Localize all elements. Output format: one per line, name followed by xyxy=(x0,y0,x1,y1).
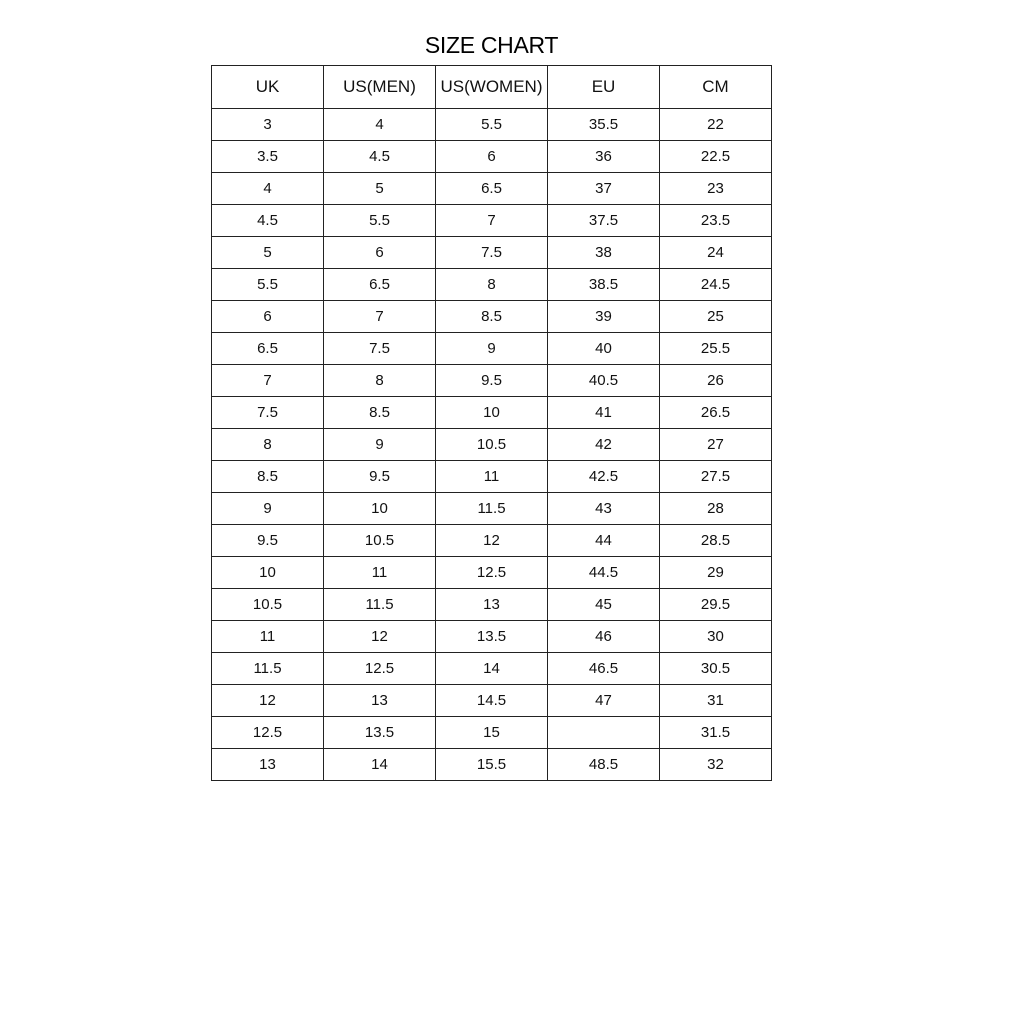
table-cell-us-men: 9.5 xyxy=(324,461,436,493)
table-row xyxy=(212,589,772,621)
table-cell-us-women: 11.5 xyxy=(436,493,548,525)
table-cell-cm: 31 xyxy=(660,685,772,717)
table-row xyxy=(212,269,772,301)
table-cell-cm: 26.5 xyxy=(660,397,772,429)
table-row xyxy=(212,237,772,269)
table-body xyxy=(212,109,772,781)
table-cell-us-women: 12 xyxy=(436,525,548,557)
table-cell-uk: 13 xyxy=(212,749,324,781)
table-cell-cm: 24.5 xyxy=(660,269,772,301)
table-cell-us-men: 4 xyxy=(324,109,436,141)
table-cell-cm: 32 xyxy=(660,749,772,781)
table-cell-eu: 40.5 xyxy=(548,365,660,397)
table-cell-us-women: 8.5 xyxy=(436,301,548,333)
column-header-cm: CM xyxy=(660,66,772,109)
table-row xyxy=(212,461,772,493)
table-row xyxy=(212,493,772,525)
table-cell-eu: 47 xyxy=(548,685,660,717)
table-row xyxy=(212,301,772,333)
table-cell-us-women: 6.5 xyxy=(436,173,548,205)
table-cell-us-women: 8 xyxy=(436,269,548,301)
table-cell-eu: 44.5 xyxy=(548,557,660,589)
table-cell-us-women: 9.5 xyxy=(436,365,548,397)
table-row xyxy=(212,397,772,429)
table-cell-eu: 35.5 xyxy=(548,109,660,141)
table-cell-us-women: 13 xyxy=(436,589,548,621)
table-row xyxy=(212,109,772,141)
table-row xyxy=(212,557,772,589)
table-cell-cm: 23.5 xyxy=(660,205,772,237)
table-cell-uk: 10 xyxy=(212,557,324,589)
table-cell-us-men: 8 xyxy=(324,365,436,397)
table-cell-cm: 29.5 xyxy=(660,589,772,621)
table-cell-uk: 4 xyxy=(212,173,324,205)
table-cell-eu: 38.5 xyxy=(548,269,660,301)
table-cell-uk: 3 xyxy=(212,109,324,141)
table-cell-us-women: 9 xyxy=(436,333,548,365)
table-cell-eu: 43 xyxy=(548,493,660,525)
table-cell-us-women: 10.5 xyxy=(436,429,548,461)
table-row xyxy=(212,333,772,365)
table-cell-uk: 10.5 xyxy=(212,589,324,621)
table-cell-us-women: 7 xyxy=(436,205,548,237)
table-cell-eu: 36 xyxy=(548,141,660,173)
table-cell-cm: 28.5 xyxy=(660,525,772,557)
table-cell-uk: 4.5 xyxy=(212,205,324,237)
table-cell-uk: 7 xyxy=(212,365,324,397)
table-row xyxy=(212,685,772,717)
table-cell-cm: 23 xyxy=(660,173,772,205)
table-cell-us-men: 8.5 xyxy=(324,397,436,429)
table-cell-cm: 22 xyxy=(660,109,772,141)
table-cell-uk: 9 xyxy=(212,493,324,525)
table-row xyxy=(212,653,772,685)
table-cell-eu: 45 xyxy=(548,589,660,621)
table-cell-us-men: 10 xyxy=(324,493,436,525)
column-header-uk: UK xyxy=(212,66,324,109)
table-cell-cm: 29 xyxy=(660,557,772,589)
table-cell-us-women: 14 xyxy=(436,653,548,685)
table-cell-cm: 24 xyxy=(660,237,772,269)
table-cell-cm: 28 xyxy=(660,493,772,525)
table-row xyxy=(212,749,772,781)
table-row xyxy=(212,621,772,653)
table-cell-uk: 5.5 xyxy=(212,269,324,301)
table-cell-us-women: 7.5 xyxy=(436,237,548,269)
table-cell-us-men: 11 xyxy=(324,557,436,589)
table-cell-cm: 30.5 xyxy=(660,653,772,685)
table-cell-eu: 40 xyxy=(548,333,660,365)
table-row xyxy=(212,525,772,557)
table-cell-eu: 46 xyxy=(548,621,660,653)
table-cell-us-men: 14 xyxy=(324,749,436,781)
table-cell-us-women: 13.5 xyxy=(436,621,548,653)
table-cell-cm: 25.5 xyxy=(660,333,772,365)
table-cell-us-men: 9 xyxy=(324,429,436,461)
table-cell-eu xyxy=(548,717,660,749)
table-cell-cm: 31.5 xyxy=(660,717,772,749)
table-cell-eu: 48.5 xyxy=(548,749,660,781)
table-cell-us-women: 5.5 xyxy=(436,109,548,141)
table-cell-us-men: 5.5 xyxy=(324,205,436,237)
table-cell-uk: 7.5 xyxy=(212,397,324,429)
table-cell-eu: 44 xyxy=(548,525,660,557)
table-cell-us-men: 7.5 xyxy=(324,333,436,365)
table-cell-uk: 3.5 xyxy=(212,141,324,173)
table-cell-us-women: 6 xyxy=(436,141,548,173)
column-header-us-women: US(WOMEN) xyxy=(436,66,548,109)
table-cell-uk: 6 xyxy=(212,301,324,333)
page-title: SIZE CHART xyxy=(424,32,559,58)
table-row xyxy=(212,173,772,205)
table-cell-uk: 5 xyxy=(212,237,324,269)
table-cell-us-men: 13 xyxy=(324,685,436,717)
table-cell-eu: 41 xyxy=(548,397,660,429)
table-row xyxy=(212,205,772,237)
table-cell-us-men: 5 xyxy=(324,173,436,205)
table-cell-cm: 27 xyxy=(660,429,772,461)
table-row xyxy=(212,717,772,749)
table-cell-uk: 12 xyxy=(212,685,324,717)
table-cell-us-men: 12 xyxy=(324,621,436,653)
size-table xyxy=(211,65,772,781)
table-cell-eu: 39 xyxy=(548,301,660,333)
table-cell-eu: 38 xyxy=(548,237,660,269)
table-row xyxy=(212,429,772,461)
table-cell-us-men: 6 xyxy=(324,237,436,269)
table-cell-us-men: 13.5 xyxy=(324,717,436,749)
table-row xyxy=(212,365,772,397)
table-cell-us-men: 4.5 xyxy=(324,141,436,173)
table-cell-eu: 46.5 xyxy=(548,653,660,685)
column-header-eu: EU xyxy=(548,66,660,109)
table-cell-cm: 26 xyxy=(660,365,772,397)
table-cell-us-women: 14.5 xyxy=(436,685,548,717)
table-cell-us-men: 7 xyxy=(324,301,436,333)
table-cell-uk: 11.5 xyxy=(212,653,324,685)
table-cell-uk: 9.5 xyxy=(212,525,324,557)
table-row xyxy=(212,141,772,173)
table-cell-cm: 30 xyxy=(660,621,772,653)
table-cell-us-men: 6.5 xyxy=(324,269,436,301)
column-header-us-men: US(MEN) xyxy=(324,66,436,109)
table-cell-us-men: 12.5 xyxy=(324,653,436,685)
table-cell-eu: 42 xyxy=(548,429,660,461)
table-cell-us-women: 10 xyxy=(436,397,548,429)
table-cell-us-women: 15 xyxy=(436,717,548,749)
table-cell-eu: 37.5 xyxy=(548,205,660,237)
table-cell-eu: 42.5 xyxy=(548,461,660,493)
table-cell-uk: 8 xyxy=(212,429,324,461)
table-cell-us-women: 11 xyxy=(436,461,548,493)
table-cell-cm: 22.5 xyxy=(660,141,772,173)
table-cell-us-women: 12.5 xyxy=(436,557,548,589)
table-cell-us-men: 11.5 xyxy=(324,589,436,621)
table-cell-cm: 25 xyxy=(660,301,772,333)
table-cell-uk: 8.5 xyxy=(212,461,324,493)
table-cell-us-men: 10.5 xyxy=(324,525,436,557)
table-cell-eu: 37 xyxy=(548,173,660,205)
table-header-row xyxy=(212,66,772,109)
table-cell-uk: 6.5 xyxy=(212,333,324,365)
table-cell-uk: 11 xyxy=(212,621,324,653)
table-cell-cm: 27.5 xyxy=(660,461,772,493)
table-cell-uk: 12.5 xyxy=(212,717,324,749)
table-cell-us-women: 15.5 xyxy=(436,749,548,781)
